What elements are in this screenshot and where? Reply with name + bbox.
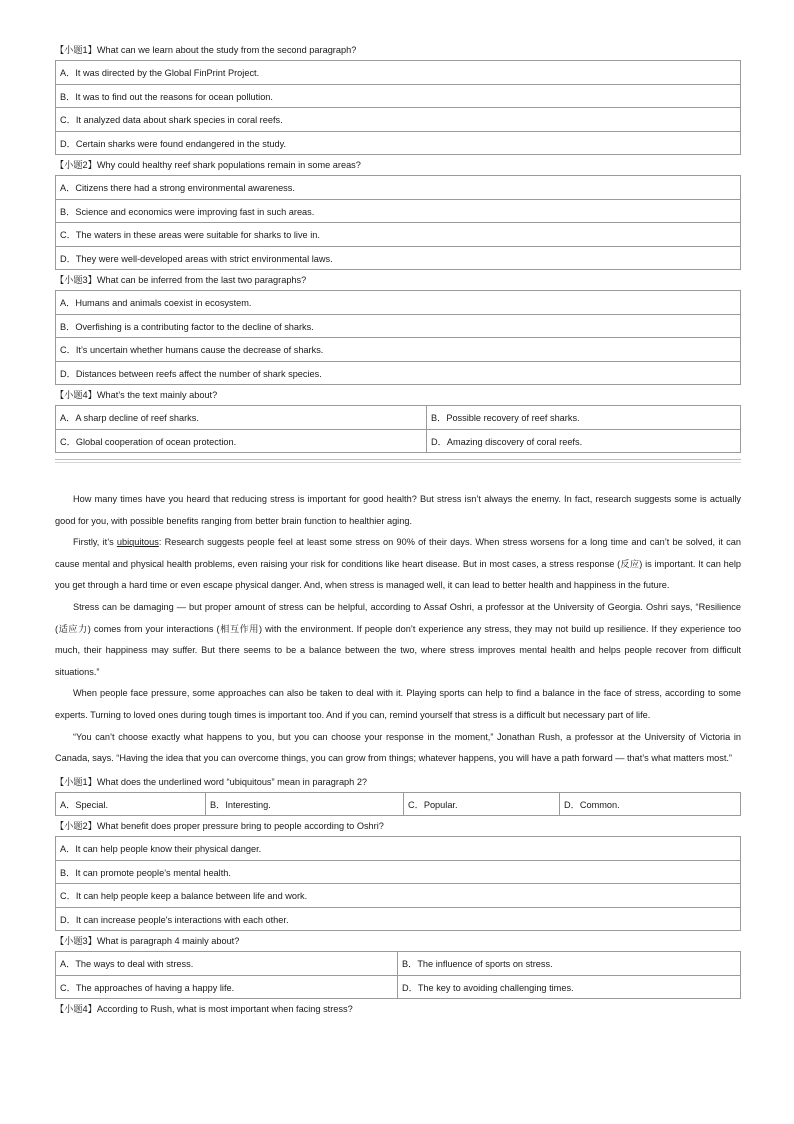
option-a[interactable]: A．The ways to deal with stress. (56, 952, 398, 976)
question-2-4-prompt: 【小题4】According to Rush, what is most important when facing stress? (55, 1004, 353, 1015)
option-d[interactable]: D．It can increase people's interactions with each other. (56, 907, 741, 931)
section-divider-light (55, 460, 741, 463)
option-c[interactable]: C．It analyzed data about shark species in coral reefs. (56, 108, 741, 132)
paragraph-2-rest: : Research suggests people feel at least some stress on 90% of their days. When stress worsens for a long time and can’t be solved, it can cause mental and physical health problems, even raising your risk for conditions like heart disease. But in most cases, a stress response (反应) is important. It can help you get through a hard time or even escape physical danger. And, when stress is managed well, it can lead to better health and happiness in the future. (55, 537, 741, 591)
option-a[interactable]: A．Citizens there had a strong environmental awareness. (56, 176, 741, 200)
passage-paragraph-4: When people face pressure, some approaches can also be taken to deal with it. Playing sports can help to find a balance in the face of stress, according to some experts. Turning to loved ones during tough times is important too. And if you can, remind yourself that stress is a difficult but necessary part of life. (55, 688, 741, 720)
option-d[interactable]: D．They were well-developed areas with strict environmental laws. (56, 246, 741, 270)
question-1-4-options (55, 405, 741, 453)
question-2-2-prompt: 【小题2】What benefit does proper pressure bring to people according to Oshri? (55, 821, 384, 832)
option-c[interactable]: C．Popular. (404, 792, 560, 816)
question-1-2-prompt: 【小题2】Why could healthy reef shark populations remain in some areas? (55, 160, 361, 170)
paragraph-2-lead: Firstly, it’s (73, 537, 117, 548)
option-a[interactable]: A．It can help people know their physical danger. (56, 837, 741, 861)
option-b[interactable]: B．Overfishing is a contributing factor to the decline of sharks. (56, 314, 741, 338)
passage-paragraph-3: Stress can be damaging — but proper amount of stress can be helpful, according to Assaf Oshri, a professor at the University of Georgia. Oshri says, “Resilience (适应力) comes from your interactions (相互作用) with the environment. If people don’t experience any stress, they may not build up resilience. If they experience too much, their happiness may suffer. But there seems to be a balance between the two, where stress improves mental health and helps people recover from difficult situations.” (55, 601, 741, 677)
option-c[interactable]: C．Global cooperation of ocean protection. (56, 429, 427, 453)
question-1-1-prompt: 【小题1】What can we learn about the study from the second paragraph? (55, 45, 357, 55)
option-b[interactable]: B．It was to find out the reasons for ocean pollution. (56, 84, 741, 108)
option-a[interactable]: A．A sharp decline of reef sharks. (56, 406, 427, 430)
option-d[interactable]: D．Amazing discovery of coral reefs. (427, 429, 741, 453)
option-c[interactable]: C．The waters in these areas were suitable for sharks to live in. (56, 223, 741, 247)
document-page (55, 40, 741, 1019)
option-d[interactable]: D．Common. (560, 792, 741, 816)
question-2-3-prompt: 【小题3】What is paragraph 4 mainly about? (55, 936, 240, 947)
option-c[interactable]: C．The approaches of having a happy life. (56, 975, 398, 999)
question-1-4-prompt: 【小题4】What’s the text mainly about? (55, 390, 218, 400)
passage-paragraph-1: How many times have you heard that reducing stress is important for good health? But stress isn’t always the enemy. In fact, research suggests some is actually good for you, with possible benefits ranging from better brain function to healthier aging. (55, 494, 741, 526)
option-c[interactable]: C．It can help people keep a balance between life and work. (56, 884, 741, 908)
question-1-3-options (55, 290, 741, 385)
question-1-1-options (55, 60, 741, 155)
question-2-3-options (55, 951, 741, 999)
option-d[interactable]: D．Certain sharks were found endangered in the study. (56, 131, 741, 155)
option-c[interactable]: C．It’s uncertain whether humans cause the decrease of sharks. (56, 338, 741, 362)
option-d[interactable]: D．Distances between reefs affect the number of shark species. (56, 361, 741, 385)
option-b[interactable]: B．Science and economics were improving fast in such areas. (56, 199, 741, 223)
option-a[interactable]: A．It was directed by the Global FinPrint Project. (56, 61, 741, 85)
option-b[interactable]: B．Interesting. (206, 792, 404, 816)
option-b[interactable]: B．The influence of sports on stress. (398, 952, 741, 976)
option-a[interactable]: A．Humans and animals coexist in ecosystem. (56, 291, 741, 315)
question-1-3-prompt: 【小题3】What can be inferred from the last two paragraphs? (55, 275, 307, 285)
underlined-word: ubiquitous (116, 537, 159, 548)
question-2-2-options (55, 836, 741, 931)
question-2-1-options (55, 792, 741, 817)
option-b[interactable]: B．It can promote people’s mental health. (56, 860, 741, 884)
option-d[interactable]: D．The key to avoiding challenging times. (398, 975, 741, 999)
passage-paragraph-5: “You can’t choose exactly what happens to you, but you can choose your response in the moment,” Jonathan Rush, a professor at the University of Victoria in Canada, says. “Having the idea that you can overcome things, you can grow from things; whatever happens, you will have a path forward — that’s what matters most.” (55, 731, 741, 764)
question-2-1-prompt: 【小题1】What does the underlined word “ubiquitous” mean in paragraph 2? (55, 776, 368, 787)
option-b[interactable]: B．Possible recovery of reef sharks. (427, 406, 741, 430)
passage-paragraph-2 (55, 532, 741, 597)
option-a[interactable]: A．Special. (56, 792, 206, 816)
question-1-2-options (55, 175, 741, 270)
